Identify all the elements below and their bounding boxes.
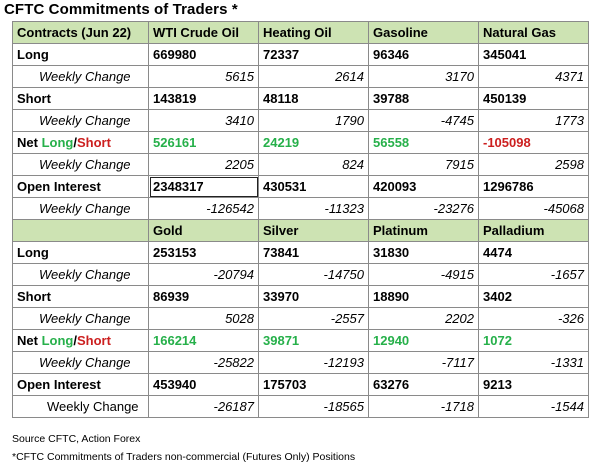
row-label: Open Interest — [13, 374, 149, 396]
cell-value: 3170 — [369, 66, 479, 88]
cell-value: -25822 — [149, 352, 259, 374]
header-heating-oil: Heating Oil — [259, 22, 369, 44]
energy-oi-row — [13, 176, 589, 198]
cell-value-selected[interactable]: 2348317 — [149, 176, 259, 198]
cell-value: 450139 — [479, 88, 589, 110]
row-label: Weekly Change — [13, 264, 149, 286]
energy-oi-change-row — [13, 198, 589, 220]
energy-net-change-row — [13, 154, 589, 176]
cell-value: 430531 — [259, 176, 369, 198]
cell-value: 1296786 — [479, 176, 589, 198]
cell-value: 5028 — [149, 308, 259, 330]
cell-value: 166214 — [149, 330, 259, 352]
cell-value: 2614 — [259, 66, 369, 88]
row-label: Weekly Change — [13, 396, 149, 418]
long-word: Long — [41, 134, 74, 150]
cell-value: 3402 — [479, 286, 589, 308]
cell-value: 669980 — [149, 44, 259, 66]
header-platinum: Platinum — [369, 220, 479, 242]
metals-short-row — [13, 286, 589, 308]
metals-oi-change-row — [13, 396, 589, 418]
header-silver: Silver — [259, 220, 369, 242]
cell-value: 96346 — [369, 44, 479, 66]
metals-net-row — [13, 330, 589, 352]
cell-value: -1718 — [369, 396, 479, 418]
row-label: Long — [13, 242, 149, 264]
energy-short-row — [13, 88, 589, 110]
cot-table — [12, 21, 589, 418]
cell-value: -105098 — [479, 132, 589, 154]
cell-value: 526161 — [149, 132, 259, 154]
cell-value: 3410 — [149, 110, 259, 132]
energy-short-change-row — [13, 110, 589, 132]
cell-value: -20794 — [149, 264, 259, 286]
cell-value: 72337 — [259, 44, 369, 66]
row-label: Short — [13, 88, 149, 110]
header-wti: WTI Crude Oil — [149, 22, 259, 44]
header-blank — [13, 220, 149, 242]
cell-value: -1544 — [479, 396, 589, 418]
cell-value: 4371 — [479, 66, 589, 88]
cell-value: 56558 — [369, 132, 479, 154]
row-label: Weekly Change — [13, 308, 149, 330]
cell-value: -14750 — [259, 264, 369, 286]
row-label — [13, 330, 149, 352]
header-palladium: Palladium — [479, 220, 589, 242]
header-gold: Gold — [149, 220, 259, 242]
cell-value: 143819 — [149, 88, 259, 110]
metals-short-change-row — [13, 308, 589, 330]
cell-value: 86939 — [149, 286, 259, 308]
metals-net-change-row — [13, 352, 589, 374]
row-label: Weekly Change — [13, 198, 149, 220]
cell-value: -12193 — [259, 352, 369, 374]
cell-value: -18565 — [259, 396, 369, 418]
cell-value: -2557 — [259, 308, 369, 330]
cell-value: 420093 — [369, 176, 479, 198]
cell-value: -11323 — [259, 198, 369, 220]
header-natural-gas: Natural Gas — [479, 22, 589, 44]
metals-header-row — [13, 220, 589, 242]
header-gasoline: Gasoline — [369, 22, 479, 44]
cell-value: 345041 — [479, 44, 589, 66]
source-note: Source CFTC, Action Forex — [12, 433, 141, 445]
row-label: Long — [13, 44, 149, 66]
cell-value: 2598 — [479, 154, 589, 176]
metals-oi-row — [13, 374, 589, 396]
energy-net-row — [13, 132, 589, 154]
cell-value: -326 — [479, 308, 589, 330]
cell-value: 1790 — [259, 110, 369, 132]
cell-value: -23276 — [369, 198, 479, 220]
slash: / — [73, 134, 77, 150]
cell-value: 33970 — [259, 286, 369, 308]
long-word: Long — [41, 332, 74, 348]
cell-value: 824 — [259, 154, 369, 176]
cell-value: 18890 — [369, 286, 479, 308]
cell-value: 48118 — [259, 88, 369, 110]
header-contracts: Contracts (Jun 22) — [13, 22, 149, 44]
cell-value: 7915 — [369, 154, 479, 176]
cell-value: -45068 — [479, 198, 589, 220]
cell-value: 73841 — [259, 242, 369, 264]
metals-long-row — [13, 242, 589, 264]
row-label: Short — [13, 286, 149, 308]
cell-value: -26187 — [149, 396, 259, 418]
cell-value: -4915 — [369, 264, 479, 286]
net-word: Net — [17, 134, 42, 150]
cell-value: 5615 — [149, 66, 259, 88]
cell-value: 1773 — [479, 110, 589, 132]
cell-value: -7117 — [369, 352, 479, 374]
cell-value: -1331 — [479, 352, 589, 374]
cell-value: -126542 — [149, 198, 259, 220]
cell-value: 24219 — [259, 132, 369, 154]
cell-value: 2202 — [369, 308, 479, 330]
row-label — [13, 132, 149, 154]
cell-value: 9213 — [479, 374, 589, 396]
row-label: Weekly Change — [13, 352, 149, 374]
cell-value: 2205 — [149, 154, 259, 176]
row-label: Weekly Change — [13, 154, 149, 176]
cell-value: 175703 — [259, 374, 369, 396]
short-word: Short — [76, 134, 111, 150]
row-label: Weekly Change — [13, 110, 149, 132]
energy-header-row — [13, 22, 589, 44]
cell-value: 39871 — [259, 330, 369, 352]
net-word: Net — [17, 332, 42, 348]
cell-value: -1657 — [479, 264, 589, 286]
cell-value: 12940 — [369, 330, 479, 352]
slash: / — [73, 332, 77, 348]
cell-value: 4474 — [479, 242, 589, 264]
cell-value: 1072 — [479, 330, 589, 352]
metals-long-change-row — [13, 264, 589, 286]
row-label: Open Interest — [13, 176, 149, 198]
page-title: CFTC Commitments of Traders * — [4, 1, 238, 18]
row-label: Weekly Change — [13, 66, 149, 88]
cell-value: 453940 — [149, 374, 259, 396]
cell-value: 253153 — [149, 242, 259, 264]
short-word: Short — [76, 332, 111, 348]
cell-value: 63276 — [369, 374, 479, 396]
cell-value: -4745 — [369, 110, 479, 132]
energy-long-change-row — [13, 66, 589, 88]
energy-long-row — [13, 44, 589, 66]
cell-value: 31830 — [369, 242, 479, 264]
cell-value: 39788 — [369, 88, 479, 110]
footnote: *CFTC Commitments of Traders non-commercial (Futures Only) Positions — [12, 451, 356, 463]
